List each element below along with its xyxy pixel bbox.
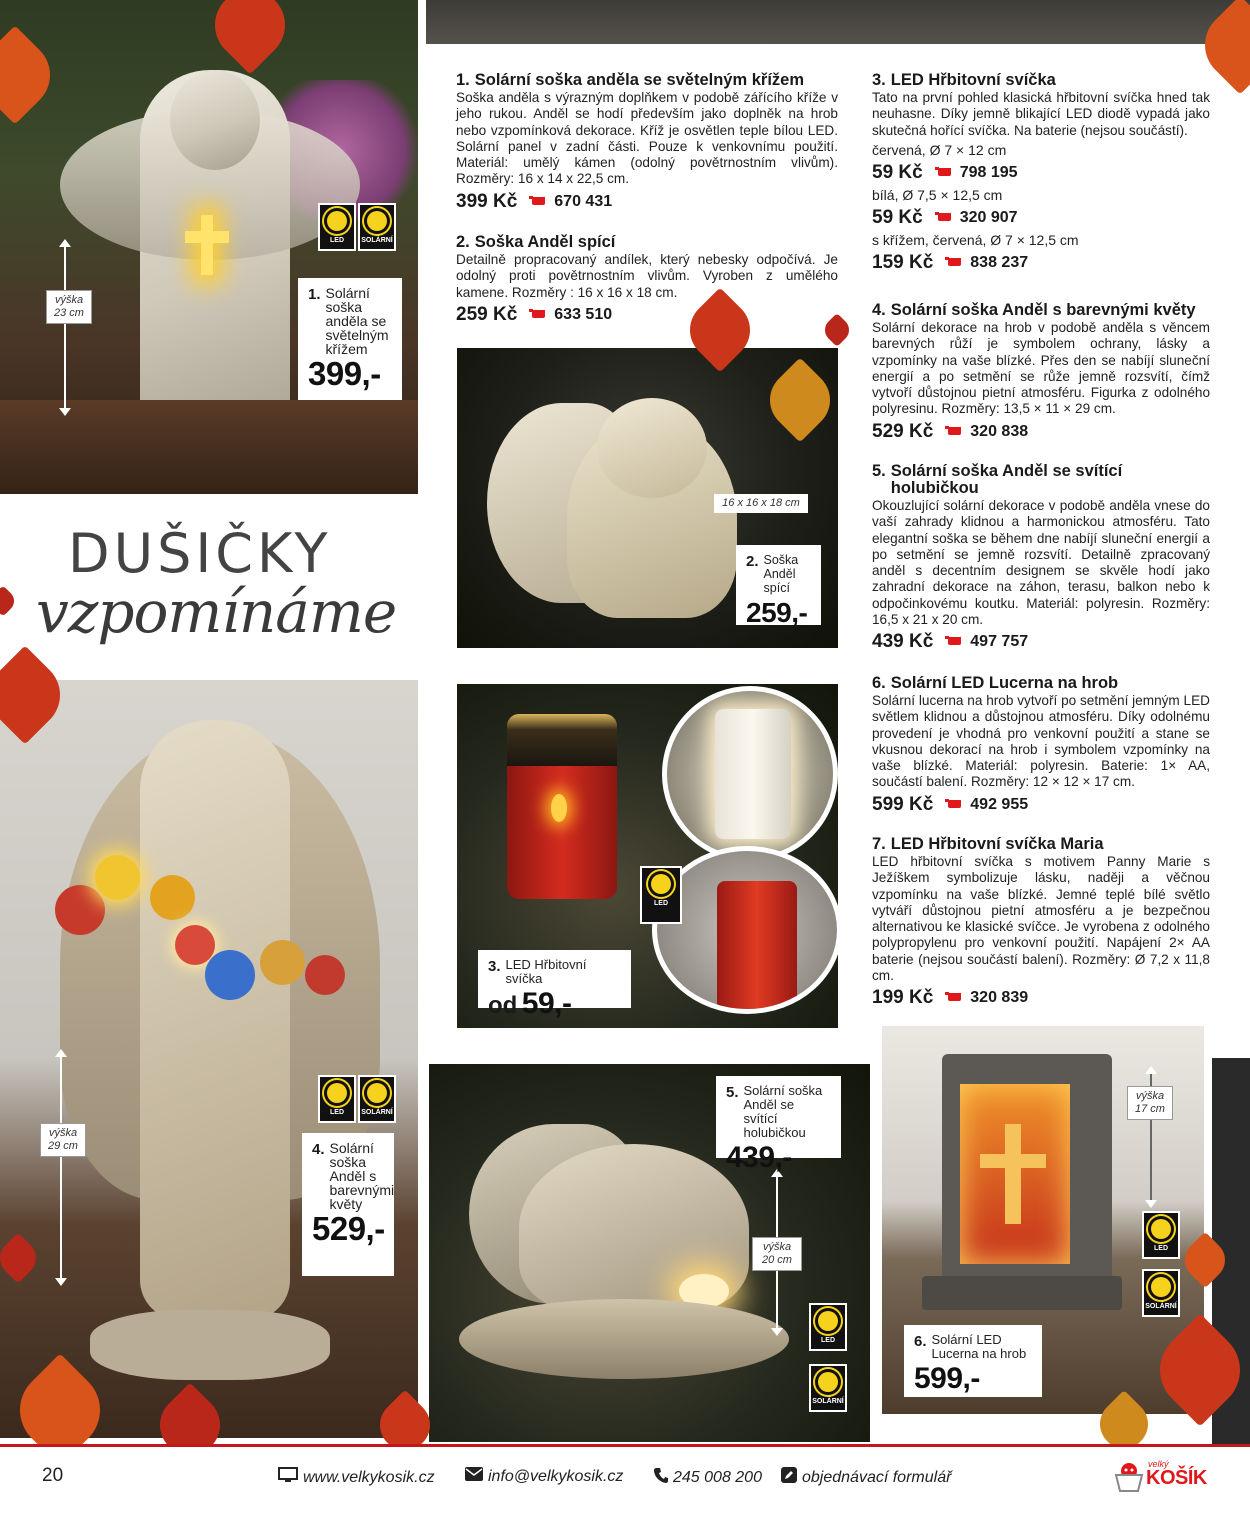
angel-head — [597, 398, 707, 498]
product-5 — [872, 463, 1210, 654]
product-6 — [872, 675, 1210, 817]
cart-icon — [529, 196, 547, 208]
white-candle-circle — [662, 686, 838, 862]
page-title-line1: DUŠIČKY — [68, 522, 332, 585]
solar-badge: SOLÁRNÍ — [1142, 1269, 1180, 1317]
product-description: LED hřbitovní svíčka s motivem Panny Marie s Ježíškem symbolizuje lásku, naději a věčnou vzpomínku na vaše blízké. Jemné teplé bílé světlo vytváří důstojnou pietní atmosféru a je bezpečnou alternativou ke klasické svíčce. Je vyrobena z odolného polypropylenu pro venkovní použití. Napájení 2× AA baterie (nejsou součástí balení). Rozměry: Ø 7,2 x 11,8 cm. — [872, 854, 1210, 984]
glowing-cross — [185, 215, 229, 275]
basket-icon — [1114, 1461, 1144, 1493]
price-line: 199 Kč 320 839 — [872, 987, 1029, 1009]
phone-link[interactable]: 245 008 200 — [654, 1467, 762, 1488]
flower-wreath — [55, 855, 345, 1005]
cart-icon — [935, 212, 953, 224]
price-label-5: 5. Solární soška Anděl se svítící holubičkou 439,- — [716, 1076, 841, 1158]
logo-small-text: velký — [1148, 1459, 1169, 1469]
cart-icon — [945, 636, 963, 648]
footer — [0, 1444, 1250, 1517]
led-badge: LED — [640, 866, 682, 924]
maple-leaf-icon — [0, 585, 19, 616]
edit-icon — [781, 1467, 797, 1488]
monitor-icon — [278, 1467, 298, 1488]
dimension-tag: výška 23 cm — [46, 290, 92, 324]
envelope-icon — [465, 1467, 483, 1486]
order-form-link[interactable]: objednávací formulář — [781, 1467, 951, 1488]
dimension-tag: výška 29 cm — [40, 1123, 86, 1157]
page-title-line2: vzpomínáme — [36, 578, 397, 646]
product-4 — [872, 302, 1210, 444]
variant-label: červená, Ø 7 × 12 cm — [872, 141, 1007, 158]
variant-label: s křížem, červená, Ø 7 × 12,5 cm — [872, 231, 1079, 248]
dimension-tag: 16 x 16 x 18 cm — [714, 494, 808, 513]
velky-kosik-logo[interactable] — [1114, 1457, 1210, 1495]
cart-icon — [945, 799, 963, 811]
product-title: 7. LED Hřbitovní svíčka Maria — [872, 835, 1104, 853]
dimension-tag: výška 20 cm — [752, 1237, 802, 1271]
lantern-base — [922, 1276, 1122, 1310]
product-title: 3. LED Hřbitovní svíčka — [872, 71, 1056, 89]
price-line: 59 Kč 320 907 — [872, 206, 1018, 228]
logo-text: KOŠÍK — [1146, 1467, 1207, 1489]
page-number: 20 — [42, 1465, 64, 1486]
cart-icon — [935, 167, 953, 179]
product-title: 6. Solární LED Lucerna na hrob — [872, 674, 1119, 692]
product-description: Soška anděla s výrazným doplňkem v podobě zářícího kříže v jeho rukou. Anděl se hodí především jako doplněk na hrob nebo vzpomínková dekorace. Kříž je osvětlen teple bílou LED. Solární panel v zadní části. Pouze k venkovnímu použití. Materiál: umělý kámen (odolný povětrnostním vlivům). Rozměry: 16 x 14 x 22,5 cm. — [456, 90, 838, 187]
website-link[interactable]: www.velkykosik.cz — [278, 1467, 435, 1488]
product-description: Solární dekorace na hrob v podobě anděla s věncem barevných růží je symbolem ochrany, lásky a vzpomínky na vaše blízké. Přes den se nabíjí sluneční energií a po setmění se růže jemně rozsvítí, čímž vytvoří důstojnou pietní atmosféru. Figurka z odolného polyresinu. Rozměry: 13,5 × 11 × 29 cm. — [872, 320, 1210, 417]
product-title: 5. Solární soška Anděl se svítící holubičkou — [872, 462, 1123, 497]
photo-angel-flowers — [0, 674, 424, 1444]
angel-statue — [140, 720, 290, 1320]
angel-head — [170, 70, 260, 170]
cart-icon — [945, 257, 963, 269]
price-label-6: 6. Solární LED Lucerna na hrob 599,- — [904, 1325, 1042, 1397]
product-title: 2. Soška Anděl spící — [456, 233, 616, 251]
email-link[interactable]: info@velkykosik.cz — [465, 1467, 623, 1486]
height-arrow — [60, 1055, 62, 1280]
product-1 — [456, 72, 838, 214]
cart-icon — [945, 992, 963, 1004]
cart-icon — [945, 426, 963, 438]
lantern-body — [942, 1054, 1112, 1284]
led-badge: LED — [809, 1303, 847, 1351]
price-label-1: 1. Solární soška anděla se světelným křížem 399,- — [298, 278, 402, 400]
red-candle — [507, 714, 617, 899]
product-description: Detailně propracovaný andílek, který nebesky odpočívá. Je odolný proti povětrnostním vlivům. Vyroben z umělého kamene. Rozměry : 16 x 16 x 18 cm. — [456, 252, 838, 300]
price-label-2: 2. Soška Anděl spící 259,- — [736, 545, 821, 625]
statue-base — [459, 1299, 789, 1379]
price-line: 399 Kč 670 431 — [456, 190, 613, 212]
variant-label: bílá, Ø 7,5 × 12,5 cm — [872, 186, 1003, 203]
price-line: 529 Kč 320 838 — [872, 420, 1029, 442]
price-label-4: 4. Solární soška Anděl s barevnými květy 529,- — [302, 1133, 394, 1276]
product-7 — [872, 836, 1210, 1010]
dimension-tag: výška 17 cm — [1127, 1086, 1173, 1120]
price-line: 159 Kč 838 237 — [872, 251, 1029, 273]
product-2 — [456, 234, 838, 327]
phone-icon — [654, 1467, 668, 1488]
solar-badge: SOLÁRNÍ — [358, 203, 396, 251]
led-badge: LED — [318, 1075, 356, 1123]
price-line: 439 Kč 497 757 — [872, 631, 1029, 653]
product-description: Solární lucerna na hrob vytvoří po setmění jemným LED světlem klidnou a důstojnou atmosféru. Díky odolnému provedení je vhodná pro venkovní použití a stane se vkusnou dekorací na hrob i symbolem vzpomínky na vaše blízké. Materiál: polyresin. Baterie: 1× AA, součástí balení. Rozměry: 12 × 12 × 17 cm. — [872, 693, 1210, 790]
product-title: 4. Solární soška Anděl s barevnými květy — [872, 301, 1196, 319]
led-badge: LED — [1142, 1211, 1180, 1259]
price-line: 599 Kč 492 955 — [872, 793, 1029, 815]
price-line: 59 Kč 798 195 — [872, 161, 1018, 183]
statue-base — [90, 1310, 330, 1380]
solar-badge: SOLÁRNÍ — [358, 1075, 396, 1123]
led-badge: LED — [318, 203, 356, 251]
product-description: Okouzlující solární dekorace v podobě anděla vnese do vaší zahrady klidnou a harmonickou atmosféru. Tato elegantní soška se během dne nabíjí sluneční energií a po setmění se jemně rozsvítí. Detailně zpracovaný anděl s decentním designem se skvěle hodí jako zahradní dekorace na záhon, terasu, balkon nebo k odpočinkovému koutku. Materiál: polyresin. Rozměry: 16,5 x 21 x 20 cm. — [872, 498, 1210, 628]
header-strip — [426, 0, 1250, 44]
product-title: 1. Solární soška anděla se světelným křížem — [456, 71, 805, 89]
price-label-3: 3. LED Hřbitovní svíčka od 59,- — [478, 950, 631, 1008]
height-arrow — [64, 245, 66, 410]
cart-icon — [529, 309, 547, 321]
price-line: 259 Kč 633 510 — [456, 303, 613, 325]
product-description: Tato na první pohled klasická hřbitovní svíčka hned tak neuhasne. Díky jemně blikající LED diodě vypadá jako skutečná hořící svíčka. Na baterie (nejsou součástí). — [872, 90, 1210, 138]
solar-badge: SOLÁRNÍ — [809, 1364, 847, 1412]
product-3 — [872, 72, 1210, 275]
